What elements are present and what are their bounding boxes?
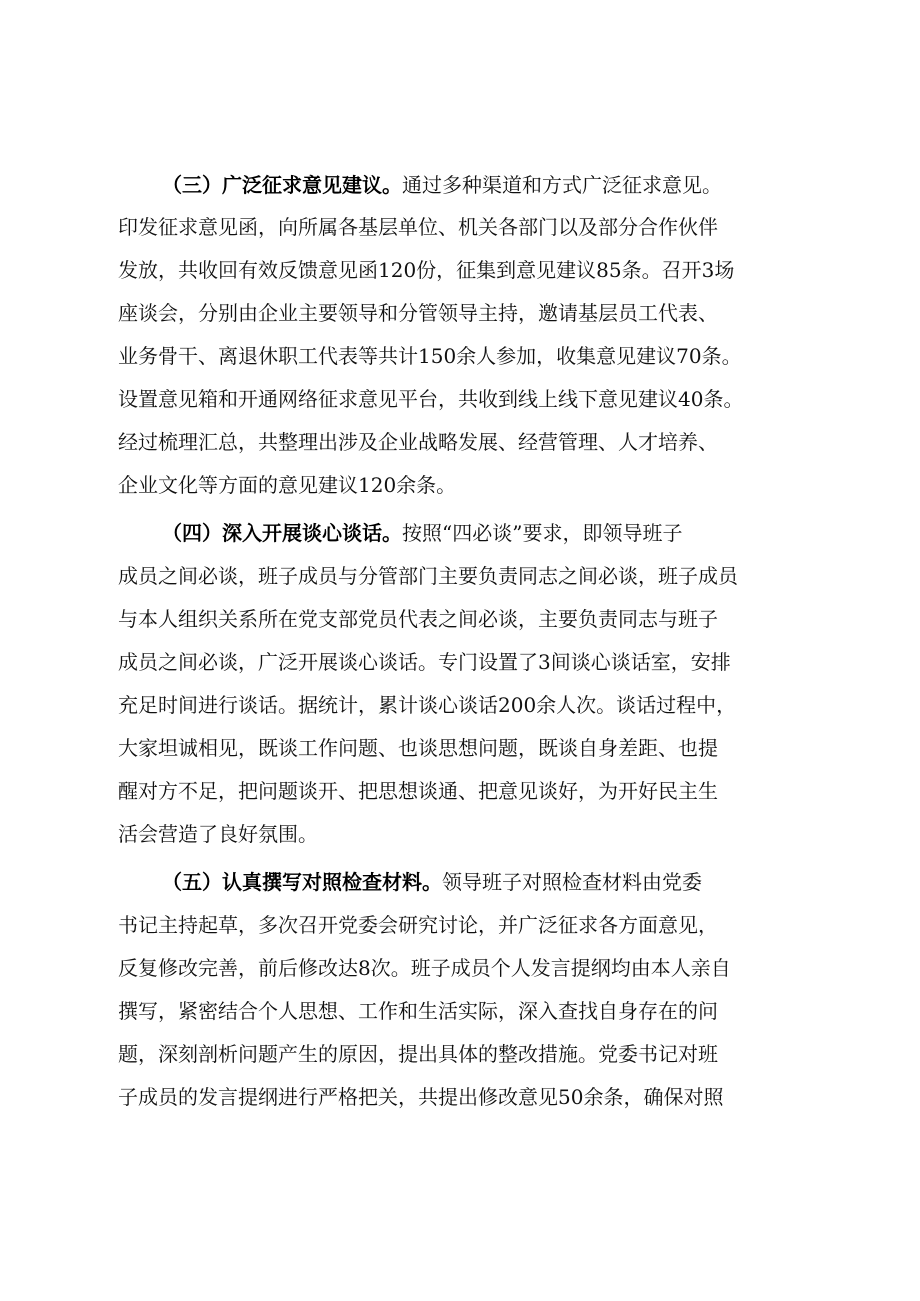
paragraph-line: 发放，共收回有效反馈意见函120份，征集到意见建议85条。召开3场	[118, 258, 735, 282]
paragraph-line: 充足时间进行谈话。据统计，累计谈心谈话200余人次。谈话过程中，	[118, 693, 737, 717]
paragraph-line: 醒对方不足，把问题谈开、把思想谈通、把意见谈好，为开好民主生	[118, 779, 718, 803]
section-heading: （五）认真撰写对照检查材料。	[162, 870, 442, 894]
paragraph-text: 按照“四必谈”要求，即领导班子	[402, 521, 683, 545]
paragraph-line: 成员之间必谈，广泛开展谈心谈话。专门设置了3间谈心谈话室，安排	[118, 650, 731, 674]
paragraph-text: 通过多种渠道和方式广泛征求意见。	[402, 173, 722, 197]
paragraph-line	[162, 512, 682, 554]
paragraph-line: 成员之间必谈，班子成员与分管部门主要负责同志之间必谈，班子成员	[118, 564, 738, 588]
paragraph-line: 书记主持起草，多次召开党委会研究讨论，并广泛征求各方面意见，	[118, 913, 718, 937]
paragraph-line: 与本人组织关系所在党支部党员代表之间必谈，主要负责同志与班子	[118, 607, 718, 631]
paragraph-line: 经过梳理汇总，共整理出涉及企业战略发展、经营管理、人才培养、	[118, 430, 718, 454]
paragraph-line: 企业文化等方面的意见建议120余条。	[118, 473, 457, 497]
paragraph-line: 业务骨干、离退休职工代表等共计150余人参加，收集意见建议70条。	[118, 344, 742, 368]
paragraph-line: 大家坦诚相见，既谈工作问题、也谈思想问题，既谈自身差距、也提	[118, 736, 718, 760]
paragraph-line: 反复修改完善，前后修改达8次。班子成员个人发言提纲均由本人亲自	[118, 956, 731, 980]
section-heading: （四）深入开展谈心谈话。	[162, 521, 402, 545]
paragraph-text: 领导班子对照检查材料由党委	[442, 870, 702, 894]
paragraph-line: 座谈会，分别由企业主要领导和分管领导主持，邀请基层员工代表、	[118, 301, 718, 325]
paragraph-line	[162, 861, 702, 903]
paragraph-line: 子成员的发言提纲进行严格把关，共提出修改意见50余条，确保对照	[118, 1085, 724, 1109]
section-heading: （三）广泛征求意见建议。	[162, 173, 402, 197]
paragraph-line: 设置意见箱和开通网络征求意见平台，共收到线上线下意见建议40条。	[118, 387, 744, 411]
paragraph-line: 印发征求意见函，向所属各基层单位、机关各部门以及部分合作伙伴	[118, 215, 718, 239]
paragraph-line: 题，深刻剖析问题产生的原因，提出具体的整改措施。党委书记对班	[118, 1042, 718, 1066]
paragraph-line: 撰写，紧密结合个人思想、工作和生活实际，深入查找自身存在的问	[118, 999, 718, 1023]
paragraph-line: 活会营造了良好氛围。	[118, 822, 318, 846]
paragraph-line	[162, 164, 722, 206]
